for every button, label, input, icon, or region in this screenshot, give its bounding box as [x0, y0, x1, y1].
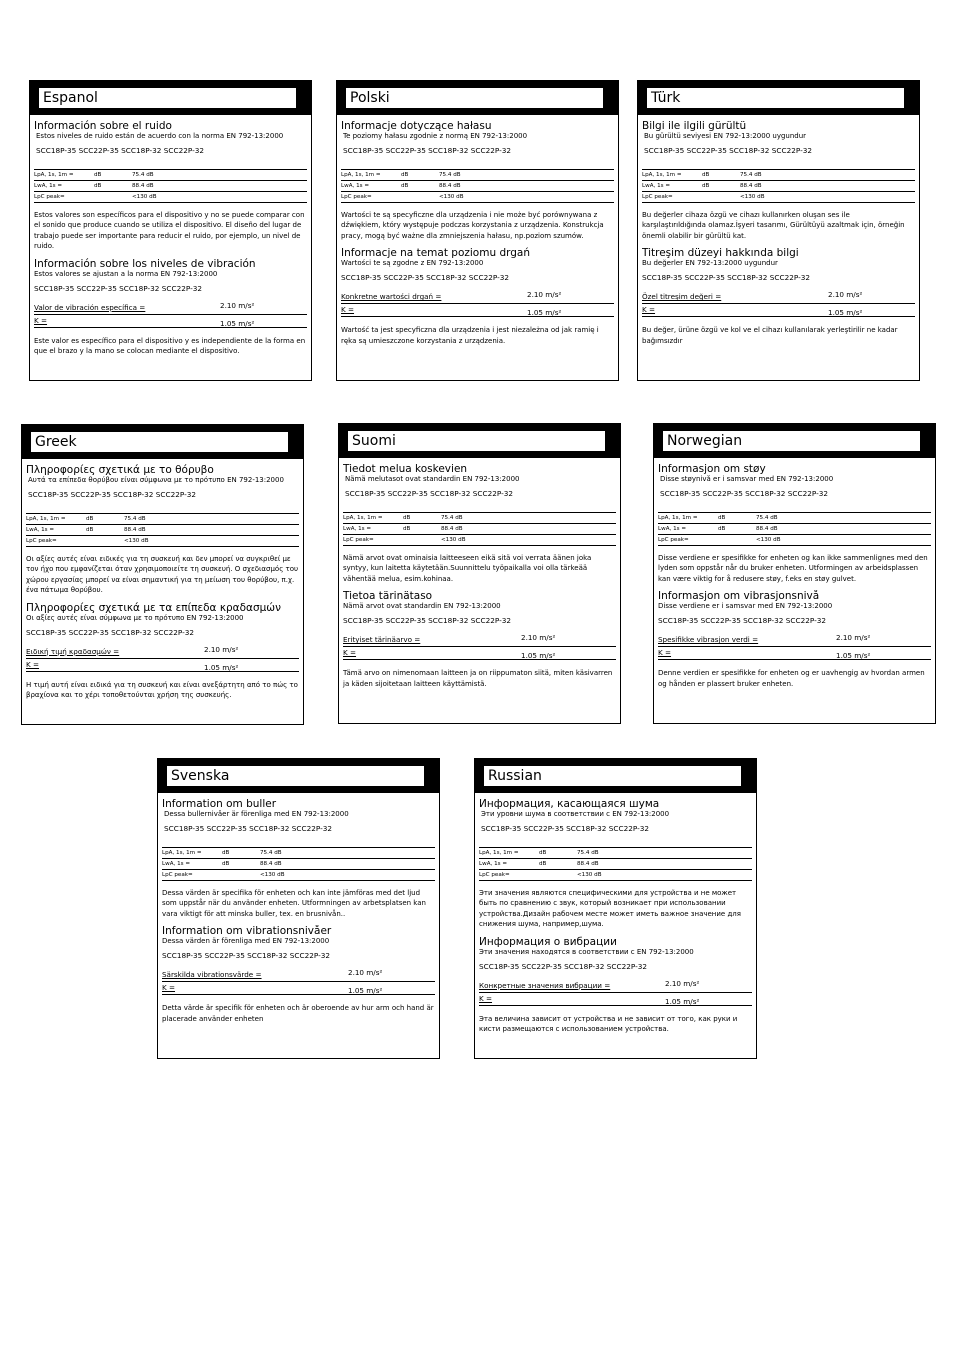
card-greek	[21, 424, 304, 725]
language-label: Espanol	[38, 87, 297, 109]
noise-row: LpA, 1s, 1m = dB 75.4 dB	[26, 513, 299, 524]
vibration-description: Эта величина зависит от устройства и не зависит от того, как руки и кисти размещаются с использованием устройства.	[479, 1014, 738, 1034]
vibration-row: Spesifikke vibrasjon verdi = 2.10 m/s²	[658, 633, 871, 645]
noise-table	[343, 512, 616, 546]
noise-table	[642, 169, 915, 203]
model-list: SCC18P-35 SCC22P-35 SCC18P-32 SCC22P-32	[343, 616, 512, 626]
noise-description: Эти значения являются специфическими для устройства и не может быть по сравнению с звук, который возникает при использовании устройства.Дизайн рабочем месте может иметь важное значение для снижения шума, например,шума.	[479, 889, 741, 929]
language-label: Russian	[483, 765, 742, 787]
card-russian	[474, 758, 757, 1059]
language-label: Norwegian	[662, 430, 921, 452]
noise-table	[162, 847, 435, 881]
noise-row: LpC peak= <130 dB	[34, 191, 307, 203]
card-espanol	[29, 80, 312, 381]
vibration-description: Tämä arvo on nimenomaan laitteen ja on riippumaton siitä, miten käsivarren ja käden sijoitetaan laitteen käyttämistä.	[343, 669, 613, 688]
vibration-description: Detta värde är specifik för enheten och är oberoende av hur arm och hand är placerade använder enheten	[162, 1004, 434, 1023]
noise-standard: Dessa bullernivåer är förenliga med EN 792-13:2000	[164, 810, 349, 818]
model-list: SCC18P-35 SCC22P-35 SCC18P-32 SCC22P-32	[34, 283, 203, 293]
k-row: K = 1.05 m/s²	[642, 303, 915, 317]
vibration-standard: Wartości te są zgodne z EN 792-13:2000	[341, 259, 484, 268]
noise-table	[341, 169, 614, 203]
card-header	[22, 425, 303, 459]
k-row: K = 1.05 m/s²	[34, 314, 307, 328]
noise-standard: Disse støynivå er i samsvar med EN 792-13:2000	[660, 475, 834, 483]
noise-description: Disse verdiene er spesifikke for enheten og kan ikke sammenlignes med den lyden som oppstår når du bruker enheten. Utformingen av arbeidsplassen kan være viktig for å redusere støy, f.eks en støy gulvet.	[658, 554, 928, 583]
vibration-table	[343, 634, 616, 660]
card-norwegian	[653, 423, 936, 724]
model-list: SCC18P-35 SCC22P-35 SCC18P-32 SCC22P-32	[26, 627, 195, 637]
noise-description: Estos valores son específicos para el dispositivo y no se puede comparar con el sonido que produce cuando se utiliza el dispositivo. El diseño del lugar de trabajo puede ser importante para reducir el ruido, por ejemplo, un nivel de ruido.	[34, 211, 305, 251]
vibration-standard: Οι αξίες αυτές είναι σύμφωνα με το πρότυπο EN 792-13:2000	[26, 613, 244, 622]
model-list: SCC18P-35 SCC22P-35 SCC18P-32 SCC22P-32	[36, 146, 205, 155]
noise-description: Wartości te są specyficzne dla urządzenia i nie może być porównywana z dźwiękiem, który występuje podczas korzystania z urządzenia. Konstrukcja pracy, mogą być ważne dla zmniejszenia hałasu, np.poziom szumów.	[341, 211, 604, 240]
k-row: K = 1.05 m/s²	[343, 646, 616, 660]
card-header	[30, 81, 311, 115]
noise-row: LwA, 1s = dB 88.4 dB	[162, 858, 435, 869]
noise-row: LpA, 1s, 1m = dB 75.4 dB	[162, 847, 435, 858]
vibration-title: Информация о вибрации	[479, 935, 617, 948]
card-polski	[336, 80, 619, 381]
vibration-row: Särskilda vibrationsvärde = 2.10 m/s²	[162, 968, 383, 980]
card-header	[337, 81, 618, 115]
noise-row: LwA, 1s = dB 88.4 dB	[642, 180, 915, 191]
noise-description: Dessa värden är specifika för enheten och kan inte jämföras med det ljud som uppstår när du använder enheten. Utformningen av arbetsplatsen kan vara viktigt för att minska buller, tex. en brusnivån..	[162, 889, 426, 918]
noise-description: Οι αξίες αυτές είναι ειδικές για τη συσκευή και δεν μπορεί να συγκριθεί με τον ήχο που εμφανίζεται όταν χρησιμοποιείτε τη συσκευή. Ο σχεδιασμός του χώρου εργασίας μπορεί να είναι σημαντική για τη μείωση του θορύβου, π.χ. ένα πάτωμα θορύβου.	[26, 555, 299, 595]
noise-row: LpC peak= <130 dB	[658, 534, 931, 546]
vibration-description: Denne verdien er spesifikke for enheten og er uavhengig av hvordan armen og hånden er plassert bruker enheten.	[658, 669, 925, 688]
k-row: K = 1.05 m/s²	[26, 658, 299, 672]
card-header	[475, 759, 756, 793]
card-header	[158, 759, 439, 793]
vibration-title: Tietoa tärinätaso	[343, 590, 433, 603]
noise-standard: Estos niveles de ruido están de acuerdo con la norma EN 792-13:2000	[36, 132, 284, 140]
vibration-description: Este valor es específico para el dispositivo y es independiente de la forma en que el brazo y la mano se colocan mediante el dispositivo.	[34, 336, 306, 356]
noise-row: LpC peak= <130 dB	[341, 191, 614, 203]
noise-row: LpA, 1s, 1m = dB 75.4 dB	[34, 169, 307, 180]
noise-row: LpA, 1s, 1m = dB 75.4 dB	[642, 169, 915, 180]
model-list: SCC18P-35 SCC22P-35 SCC18P-32 SCC22P-32	[479, 961, 648, 971]
k-row: K = 1.05 m/s²	[658, 646, 931, 660]
vibration-description: Η τιμή αυτή είναι ειδικά για τη συσκευή και είναι ανεξάρτητη από το πώς το βραχίονα και το χέρι τοποθετούνται χρήση της συσκευής.	[26, 680, 298, 700]
card-header	[339, 424, 620, 458]
card-header	[654, 424, 935, 458]
noise-title: Información sobre el ruido	[34, 120, 172, 132]
model-list: SCC18P-35 SCC22P-35 SCC18P-32 SCC22P-32	[481, 824, 650, 833]
noise-row: LpA, 1s, 1m = dB 75.4 dB	[343, 512, 616, 523]
noise-row: LpA, 1s, 1m = dB 75.4 dB	[341, 169, 614, 180]
language-label: Polski	[345, 87, 604, 109]
card-turk	[637, 80, 920, 381]
vibration-standard: Dessa värden är förenliga med EN 792-13:2000	[162, 937, 330, 946]
card-suomi	[338, 423, 621, 724]
vibration-row: Valor de vibración específica = 2.10 m/s²	[34, 300, 255, 312]
noise-table	[34, 169, 307, 203]
vibration-standard: Estos valores se ajustan a la norma EN 792-13:2000	[34, 269, 218, 278]
noise-standard: Te poziomy hałasu zgodnie z normą EN 792-13:2000	[343, 132, 528, 140]
model-list: SCC18P-35 SCC22P-35 SCC18P-32 SCC22P-32	[644, 146, 813, 155]
noise-row: LwA, 1s = dB 88.4 dB	[341, 180, 614, 191]
language-label: Suomi	[347, 430, 606, 452]
noise-row: LpC peak= <130 dB	[343, 534, 616, 546]
vibration-table	[479, 980, 752, 1006]
noise-row: LwA, 1s = dB 88.4 dB	[26, 524, 299, 535]
noise-title: Informacje dotyczące hałasu	[341, 120, 492, 132]
noise-standard: Αυτά τα επίπεδα θορύβου είναι σύμφωνα με το πρότυπο EN 792-13:2000	[28, 476, 284, 484]
vibration-title: Titreşim düzeyi hakkında bilgi	[642, 247, 799, 260]
card-header	[638, 81, 919, 115]
vibration-standard: Disse verdiene er i samsvar med EN 792-13:2000	[658, 602, 833, 611]
noise-standard: Nämä melutasot ovat standardin EN 792-13:2000	[345, 475, 520, 483]
vibration-description: Wartość ta jest specyficzna dla urządzenia i jest niezależna od jak ramię i ręka są umieszczone korzystania z urządzenia.	[341, 326, 599, 345]
language-label: Greek	[30, 431, 289, 453]
noise-table	[479, 847, 752, 881]
noise-description: Nämä arvot ovat ominaisia laitteeseen eikä sitä voi verrata äänen joka syntyy, kun laitetta käytetään.Suunnittelu työpaikalla voi olla tärkeää vähentää melua, esim.kohinaa.	[343, 554, 592, 583]
noise-table	[658, 512, 931, 546]
vibration-title: Πληροφορίες σχετικά με τα επίπεδα κραδασμών	[26, 601, 281, 614]
model-list: SCC18P-35 SCC22P-35 SCC18P-32 SCC22P-32	[28, 490, 197, 499]
vibration-table	[341, 291, 614, 317]
noise-description: Bu değerler cihaza özgü ve cihazı kullanırken oluşan ses ile karşılaştırıldığında olamaz.İşyeri tasarımı, Gürültüyü azaltmak için, örneğin önemli olabilir bir gürültü kat.	[642, 211, 905, 240]
model-list: SCC18P-35 SCC22P-35 SCC18P-32 SCC22P-32	[343, 146, 512, 155]
model-list: SCC18P-35 SCC22P-35 SCC18P-32 SCC22P-32	[341, 273, 510, 283]
vibration-description: Bu değer, ürüne özgü ve kol ve el cihazı kullanılarak yerleştirilir ne kadar bağımsızdır	[642, 326, 898, 345]
vibration-standard: Эти значения находятся в соответствии с EN 792-13:2000	[479, 947, 694, 956]
noise-row: LpC peak= <130 dB	[162, 869, 435, 881]
model-list: SCC18P-35 SCC22P-35 SCC18P-32 SCC22P-32	[162, 951, 331, 961]
noise-row: LpC peak= <130 dB	[642, 191, 915, 203]
model-list: SCC18P-35 SCC22P-35 SCC18P-32 SCC22P-32	[345, 489, 514, 498]
language-label: Svenska	[166, 765, 425, 787]
model-list: SCC18P-35 SCC22P-35 SCC18P-32 SCC22P-32	[658, 616, 827, 626]
noise-row: LpA, 1s, 1m = dB 75.4 dB	[479, 847, 752, 858]
noise-row: LwA, 1s = dB 88.4 dB	[658, 523, 931, 534]
noise-row: LwA, 1s = dB 88.4 dB	[479, 858, 752, 869]
card-svenska	[157, 758, 440, 1059]
noise-row: LwA, 1s = dB 88.4 dB	[343, 523, 616, 534]
vibration-table	[642, 291, 915, 317]
vibration-row: Конкретные значения вибрации = 2.10 m/s²	[479, 978, 700, 990]
noise-title: Tiedot melua koskevien	[343, 463, 468, 475]
language-label: Türk	[646, 87, 905, 109]
k-row: K = 1.05 m/s²	[341, 303, 614, 317]
model-list: SCC18P-35 SCC22P-35 SCC18P-32 SCC22P-32	[164, 824, 333, 833]
vibration-table	[26, 646, 299, 672]
vibration-table	[162, 969, 435, 995]
vibration-standard: Nämä arvot ovat standardin EN 792-13:2000	[343, 602, 501, 611]
vibration-table	[34, 302, 307, 328]
vibration-title: Informacje na temat poziomu drgań	[341, 247, 530, 260]
noise-title: Information om buller	[162, 798, 277, 810]
noise-row: LpC peak= <130 dB	[479, 869, 752, 881]
vibration-row: Özel titreşim değeri = 2.10 m/s²	[642, 290, 863, 302]
noise-standard: Эти уровни шума в соответствии с EN 792-13:2000	[481, 810, 670, 818]
noise-title: Информация, касающаяся шума	[479, 798, 660, 810]
vibration-title: Informasjon om vibrasjonsnivå	[658, 590, 820, 603]
noise-row: LwA, 1s = dB 88.4 dB	[34, 180, 307, 191]
vibration-title: Información sobre los niveles de vibración	[34, 257, 256, 270]
k-row: K = 1.05 m/s²	[162, 981, 435, 995]
model-list: SCC18P-35 SCC22P-35 SCC18P-32 SCC22P-32	[660, 489, 829, 498]
vibration-table	[658, 634, 931, 660]
vibration-row: Erityiset tärinäarvo = 2.10 m/s²	[343, 633, 556, 645]
noise-title: Informasjon om støy	[658, 463, 766, 475]
vibration-standard: Bu değerler EN 792-13:2000 uygundur	[642, 259, 778, 268]
noise-table	[26, 513, 299, 547]
model-list: SCC18P-35 SCC22P-35 SCC18P-32 SCC22P-32	[642, 273, 811, 283]
noise-row: LpA, 1s, 1m = dB 75.4 dB	[658, 512, 931, 523]
vibration-row: Konkretne wartości drgań = 2.10 m/s²	[341, 290, 562, 302]
k-row: K = 1.05 m/s²	[479, 992, 752, 1006]
noise-title: Πληροφορίες σχετικά με το θόρυβο	[26, 464, 214, 476]
noise-title: Bilgi ile ilgili gürültü	[642, 120, 747, 132]
vibration-title: Information om vibrationsnivåer	[162, 925, 332, 938]
noise-row: LpC peak= <130 dB	[26, 535, 299, 547]
noise-standard: Bu gürültü seviyesi EN 792-13:2000 uygundur	[644, 132, 807, 140]
vibration-row: Ειδική τιμή κραδασμών = 2.10 m/s²	[26, 644, 239, 656]
